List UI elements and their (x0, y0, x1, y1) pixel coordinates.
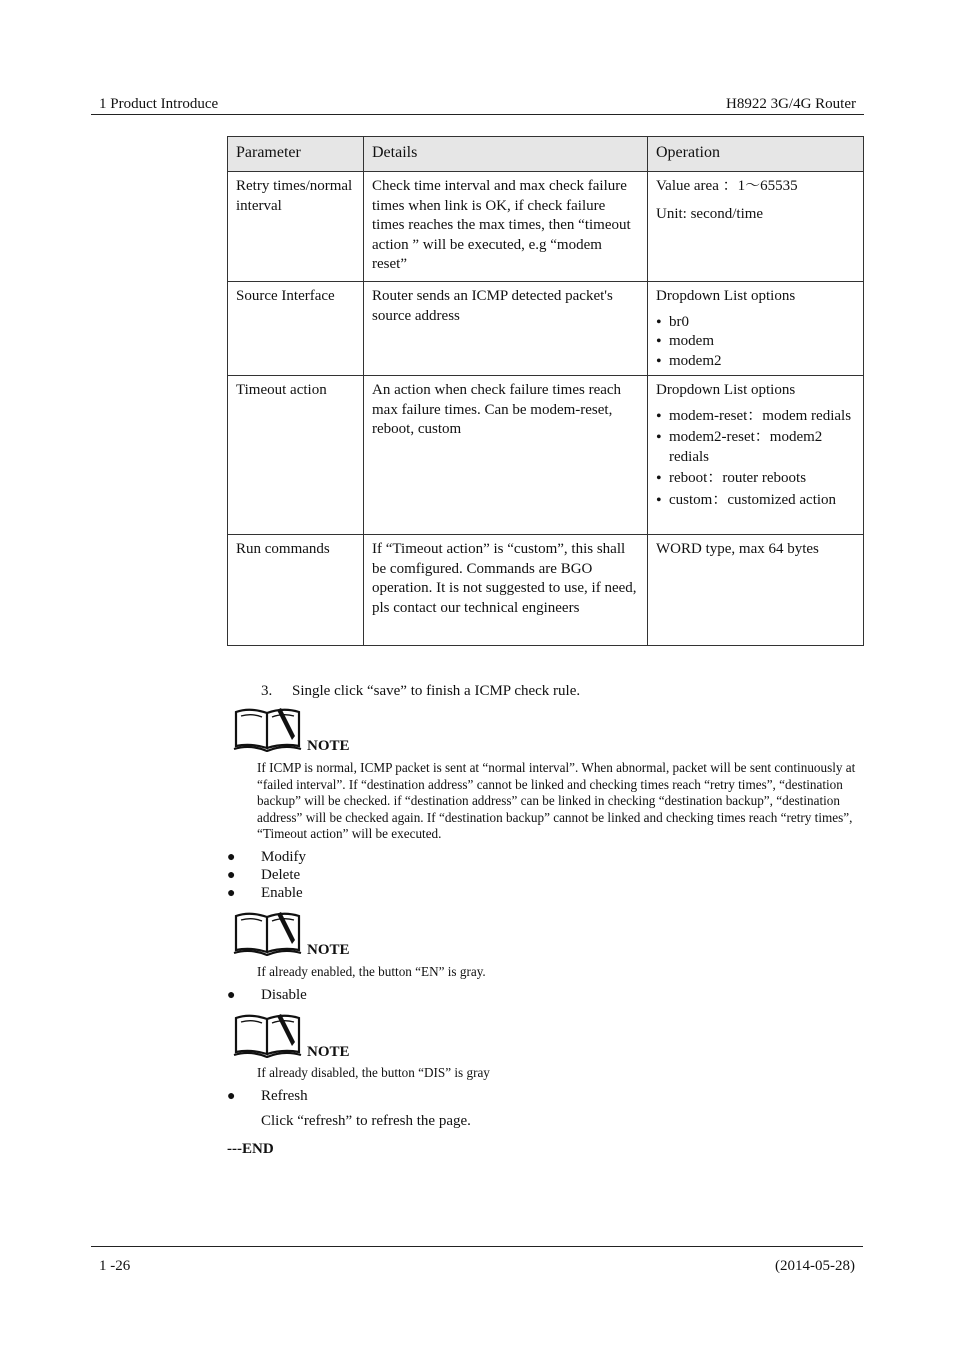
parameter-cell: Retry times/normal interval (228, 172, 364, 282)
option-item: • custom：customized action (656, 491, 855, 511)
step-text: Single click “save” to finish a ICMP check rule. (292, 683, 581, 699)
operation-heading: Dropdown List options (656, 382, 796, 398)
option-item: • modem (656, 332, 855, 352)
bullet-disable (227, 987, 307, 1004)
operation-cell: WORD type, max 64 bytes (648, 535, 864, 646)
bullet-icon: ● (227, 868, 236, 883)
header-rule (91, 114, 864, 115)
option-item: • reboot：router reboots (656, 469, 855, 489)
operation-cell (648, 172, 864, 282)
bullet-enable (227, 885, 303, 902)
option-list (656, 313, 855, 372)
table-header-row (228, 137, 864, 172)
details-cell: An action when check failure times reach max failure times. Can be modem-reset, reboot, custom (364, 376, 648, 535)
operation-line: Value area ：1～65535 (656, 178, 798, 194)
refresh-description: Click “refresh” to refresh the page. (261, 1113, 471, 1129)
bullet-modify (227, 849, 306, 866)
table-row (228, 535, 864, 646)
column-header: Details (364, 137, 648, 172)
table-row (228, 172, 864, 282)
footer-rule (91, 1246, 863, 1247)
step-number: 3. (261, 683, 273, 699)
bullet-label: Enable (261, 885, 303, 901)
parameter-cell: Run commands (228, 535, 364, 646)
column-header: Parameter (228, 137, 364, 172)
table-row (228, 282, 864, 376)
option-item: • modem-reset：modem redials (656, 407, 855, 427)
parameter-cell: Timeout action (228, 376, 364, 535)
option-list (656, 407, 855, 511)
details-cell: Router sends an ICMP detected packet's source address (364, 282, 648, 376)
parameter-cell: Source Interface (228, 282, 364, 376)
note-label: NOTE (307, 738, 350, 752)
details-cell: If “Timeout action” is “custom”, this shall be comfigured. Commands are BGO operation. It is not suggested to use, if need, pls contact our technical engineers (364, 535, 648, 646)
header-product-name: H8922 3G/4G Router (726, 96, 856, 112)
option-item: • modem2 (656, 352, 855, 372)
parameter-table (227, 136, 864, 646)
note-icon (233, 1012, 357, 1063)
document-date: (2014-05-28) (775, 1258, 855, 1274)
operation-heading: Dropdown List options (656, 288, 796, 304)
bullet-icon: ● (227, 1089, 236, 1104)
note-text: If ICMP is normal, ICMP packet is sent at “normal interval”. When abnormal, packet will be sent continuously at “failed interval”. If “destination address” cannot be linked and checking times reach “retry times”, “destination backup” will be checked. if “destination address” can be linked in checking “destination backup”, “destination address” will be checked again. If “destination backup” cannot be linked and checking times reach “retry times”, “Timeout action” will be executed. (257, 760, 856, 841)
bullet-label: Delete (261, 867, 301, 883)
bullet-icon: ● (227, 988, 236, 1003)
bullet-delete (227, 867, 300, 884)
column-header: Operation (648, 137, 864, 172)
bullet-refresh (227, 1088, 308, 1105)
option-item: • modem2-reset：modem2 redials (656, 428, 855, 467)
operation-cell (648, 282, 864, 376)
note-label: NOTE (307, 1044, 350, 1058)
note-label: NOTE (307, 942, 350, 956)
end-marker: ---END (227, 1141, 274, 1157)
note-text: If already enabled, the button “EN” is gray. (257, 964, 486, 979)
bullet-icon: ● (227, 850, 236, 865)
operation-cell (648, 376, 864, 535)
details-cell: Check time interval and max check failure times when link is OK, if check failure times reaches the max times, then “timeout action ” will be executed, e.g “modem reset” (364, 172, 648, 282)
table-row (228, 376, 864, 535)
operation-line: Unit: second/time (656, 205, 764, 222)
note-icon (233, 910, 357, 961)
page-number: 1 -26 (99, 1258, 131, 1274)
bullet-label: Refresh (261, 1088, 308, 1104)
header-section-title: 1 Product Introduce (99, 96, 219, 112)
bullet-icon: ● (227, 886, 236, 901)
bullet-label: Disable (261, 987, 307, 1003)
note-text: If already disabled, the button “DIS” is gray (257, 1065, 490, 1080)
note-icon (233, 706, 357, 757)
bullet-label: Modify (261, 849, 306, 865)
step-3 (261, 683, 580, 700)
option-item: • br0 (656, 313, 855, 333)
